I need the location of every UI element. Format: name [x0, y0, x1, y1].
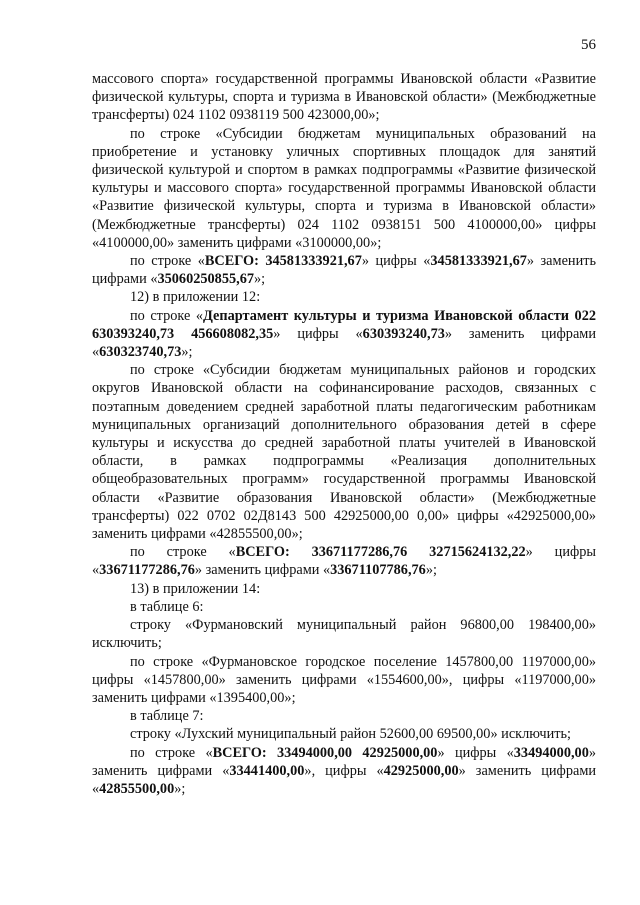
text-run: строку «Лухский муниципальный район 52600,00 69500,00» исключить; [130, 726, 571, 743]
text-run: »; [425, 562, 437, 579]
text-run: » цифры « [273, 325, 363, 342]
bold-text: 630323740,73 [99, 344, 182, 361]
paragraph [92, 707, 596, 725]
paragraph [92, 580, 596, 598]
bold-text: 35060250855,67 [157, 271, 254, 288]
paragraph [92, 361, 596, 543]
text-run: по строке «Субсидии бюджетам муниципальных районов и городских округов Ивановской области на софинансирование расходов, связанных с поэтапным доведением средней заработной платы педагогическим работникам муниципальных организаций дополнительного образования детей в сфере культуры и искусства до средней заработной платы учителей в Ивановской области, в рамках подпрограммы «Реализация дополнительных общеобразовательных программ» государственной программы Ивановской области «Развитие образования Ивановской области» (Межбюджетные трансферты) 022 0702 02Д8143 500 42925000,00 0,00» цифры «42925000,00» заменить цифрами «42855500,00»; [92, 362, 596, 543]
paragraph [92, 616, 596, 652]
paragraph [92, 725, 596, 743]
text-run: »; [254, 271, 266, 288]
text-run: » заменить цифрами « [92, 762, 597, 797]
paragraph [92, 307, 596, 362]
paragraph [92, 70, 596, 125]
bold-text: 33671107786,76 [330, 562, 426, 579]
bold-text: Департамент культуры и туризма Ивановской области 022 630393240,73 456608082,35 [92, 307, 596, 342]
text-run: » заменить цифрами « [92, 744, 596, 779]
bold-text: 34581333921,67 [430, 253, 527, 270]
text-run: 12) в приложении 12: [130, 289, 261, 306]
text-run: » заменить цифрами « [92, 253, 596, 288]
text-run: по строке « [130, 253, 205, 270]
text-run: 13) в приложении 14: [130, 580, 261, 597]
paragraph [92, 543, 596, 579]
bold-text: ВСЕГО: 33671177286,76 32715624132,22 [235, 544, 526, 561]
text-run: по строке « [130, 307, 204, 324]
paragraph [92, 252, 596, 288]
text-run: в таблице 6: [130, 598, 204, 615]
paragraph [92, 125, 596, 252]
text-run: строку «Фурмановский муниципальный район 96800,00 198400,00» исключить; [92, 617, 596, 652]
document-body [92, 70, 596, 798]
text-run: » заменить цифрами « [92, 325, 597, 361]
text-run: » цифры « [92, 544, 596, 579]
bold-text: ВСЕГО: 33494000,00 42925000,00 [212, 744, 438, 761]
text-run: » заменить цифрами « [194, 562, 331, 579]
text-run: в таблице 7: [130, 708, 204, 725]
bold-text: 630393240,73 [362, 325, 445, 342]
text-run: »; [174, 780, 186, 797]
paragraph [92, 288, 596, 306]
text-run: »; [181, 344, 193, 361]
paragraph [92, 598, 596, 616]
bold-text: 33494000,00 [513, 744, 589, 761]
text-run: по строке «Фурмановское городское поселение 1457800,00 1197000,00» цифры «1457800,00» заменить цифрами «1554600,00», цифры «1197000,00» заменить цифрами «1395400,00»; [92, 653, 596, 706]
text-run: », цифры « [304, 762, 384, 779]
paragraph [92, 653, 596, 708]
text-run: по строке « [130, 744, 213, 761]
bold-text: 33441400,00 [229, 762, 305, 779]
page-number: 56 [581, 37, 596, 53]
text-run: по строке « [130, 544, 236, 561]
text-run: по строке «Субсидии бюджетам муниципальных образований на приобретение и установку уличных спортивных площадок для занятий физической культурой и спортом в рамках подпрограммы «Развитие физической культуры и массового спорта» государственной программы Ивановской области «Развитие физической культуры, спорта и туризма в Ивановской области» (Межбюджетные трансферты) 024 1102 0938151 500 4100000,00» цифры «4100000,00» заменить цифрами «3100000,00»; [92, 125, 596, 251]
bold-text: 42925000,00 [383, 762, 459, 779]
text-run: » цифры « [361, 253, 431, 270]
text-run: массового спорта» государственной программы Ивановской области «Развитие физической культуры, спорта и туризма в Ивановской области» (Межбюджетные трансферты) 024 1102 0938119 500 423000,00»; [92, 71, 596, 124]
bold-text: 33671177286,76 [99, 562, 195, 579]
paragraph [92, 744, 596, 799]
text-run: » цифры « [437, 744, 514, 761]
bold-text: ВСЕГО: 34581333921,67 [204, 253, 362, 270]
bold-text: 42855500,00 [99, 780, 175, 797]
